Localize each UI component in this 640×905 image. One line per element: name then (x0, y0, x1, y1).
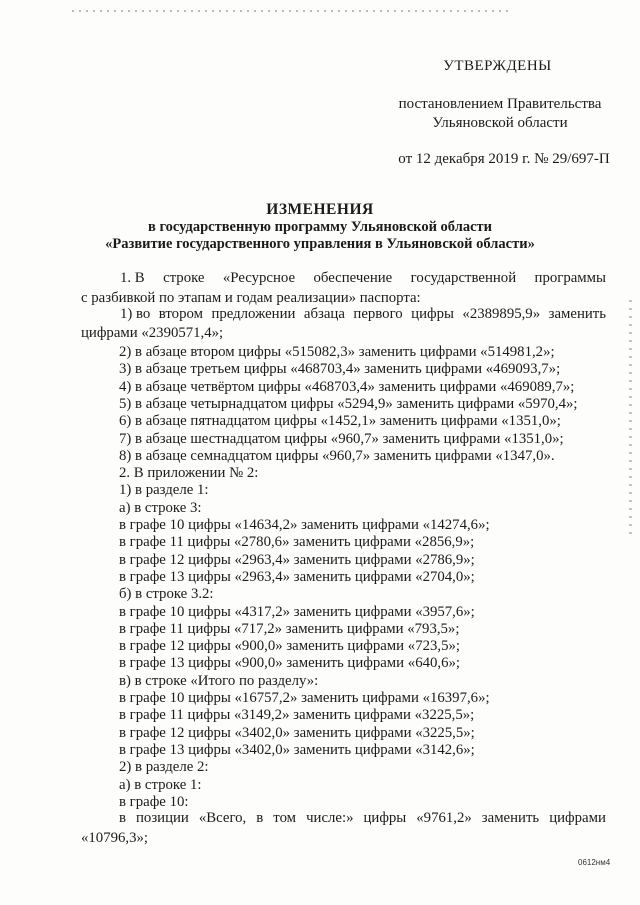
amendment-item: 4) в абзаце четвёртом цифры «468703,4» заменить цифрами «469089,7»; (119, 378, 575, 395)
amendment-item: в) в строке «Итого по разделу»: (119, 672, 319, 689)
amendment-item: 6) в абзаце пятнадцатом цифры «1452,1» заменить цифрами «1351,0»; (119, 413, 561, 430)
footer-code: 0612нм4 (578, 858, 611, 867)
word: цифры (411, 306, 454, 322)
amendment-item: в графе 10 цифры «16757,2» заменить цифрами «16397,6»; (119, 690, 490, 706)
amendment-item: 8) в абзаце семнадцатом цифры «960,7» заменить цифрами «1347,0». (119, 447, 555, 464)
word: «2389895,9» (462, 306, 541, 322)
amendment-item: 1) в разделе 1: (119, 482, 209, 499)
amendment-item: 7) в абзаце шестнадцатом цифры «960,7» заменить цифрами «1351,0»; (119, 430, 564, 447)
amendment-item: в графе 13 цифры «900,0» заменить цифрами «640,6»; (119, 655, 460, 672)
amendment-item: в графе 11 цифры «2780,6» заменить цифрами «2856,9»; (119, 534, 475, 551)
word: позиции (136, 810, 189, 826)
last-paragraph-line-1 (119, 809, 606, 827)
amendment-item: 2. В приложении № 2: (119, 465, 259, 482)
amendment-item: в графе 10 цифры «14634,2» заменить цифрами «14274,6»; (119, 517, 490, 533)
resolution-date: от 12 декабря 2019 г. № 29/697-П (398, 151, 610, 167)
amendment-item: в графе 13 цифры «3402,0» заменить цифрами «3142,6»; (119, 741, 475, 758)
word: числе:» (306, 810, 354, 826)
word: предложении (211, 306, 296, 322)
amendment-item: 3) в абзаце третьем цифры «468703,4» заменить цифрами «469093,7»; (119, 361, 561, 378)
amendment-item: а) в строке 1: (119, 776, 202, 793)
word: в (119, 810, 126, 826)
word: обеспечение (313, 270, 393, 286)
amendment-item: б) в строке 3.2: (119, 586, 214, 603)
scan-artifact-top (72, 10, 512, 12)
amendment-item: а) в строке 3: (119, 499, 202, 516)
word: строке (163, 270, 205, 286)
word: в (256, 810, 264, 826)
resolution-line-2: Ульяновской области (432, 115, 568, 131)
word: заменить (481, 810, 540, 826)
amendment-item: в графе 11 цифры «3149,2» заменить цифрами «3225,5»; (119, 707, 475, 724)
word: государственной (410, 270, 517, 286)
word: первого (353, 306, 403, 322)
word: том (273, 810, 297, 826)
doc-subtitle-1: в государственную программу Ульяновской области (147, 219, 492, 235)
word: «Ресурсное (222, 270, 296, 286)
word: 1. В (120, 270, 145, 286)
word: 1) во (120, 306, 151, 322)
amendment-item: 2) в абзаце втором цифры «515082,3» заменить цифрами «514981,2»; (119, 344, 555, 360)
amendment-item: в графе 13 цифры «2963,4» заменить цифрами «2704,0»; (119, 568, 475, 585)
last-paragraph-line-2: «10796,3»; (81, 830, 148, 846)
resolution-line-1: постановлением Правительства (398, 96, 602, 112)
approved-label: УТВЕРЖДЕНЫ (443, 58, 552, 74)
amendment-item: 5) в абзаце четырнадцатом цифры «5294,9» заменить цифрами «5970,4»; (119, 395, 578, 412)
word: цифры (363, 810, 407, 826)
amendment-item: 2) в разделе 2: (119, 759, 209, 776)
item-1-line-1 (120, 305, 606, 323)
paragraph-1-line-2: с разбивкой по этапам и годам реализации» паспорта: (81, 290, 421, 306)
amendment-item: в графе 11 цифры «717,2» заменить цифрами «793,5»; (119, 620, 460, 637)
word: «9761,2» (416, 810, 472, 826)
word: втором (158, 306, 203, 322)
amendment-item: в графе 12 цифры «900,0» заменить цифрами «723,5»; (119, 638, 460, 655)
word: программы (534, 270, 606, 286)
amendment-item: в графе 10: (119, 793, 189, 810)
word: абзаца (303, 306, 345, 322)
word: цифрами (549, 810, 606, 826)
amendment-item: в графе 12 цифры «2963,4» заменить цифрами «2786,9»; (119, 551, 475, 568)
amendment-item: в графе 10 цифры «4317,2» заменить цифрами «3957,6»; (119, 603, 475, 620)
scan-artifact-right (629, 300, 632, 540)
amendment-item: в графе 12 цифры «3402,0» заменить цифрами «3225,5»; (119, 724, 475, 741)
paragraph-1-line-1 (120, 269, 606, 287)
word: заменить (548, 306, 606, 322)
item-1-line-2: цифрами «2390571,4»; (81, 325, 224, 341)
doc-title: ИЗМЕНЕНИЯ (266, 201, 374, 218)
word: «Всего, (198, 810, 247, 826)
doc-subtitle-2: «Развитие государственного управления в Ульяновской области» (105, 236, 535, 252)
